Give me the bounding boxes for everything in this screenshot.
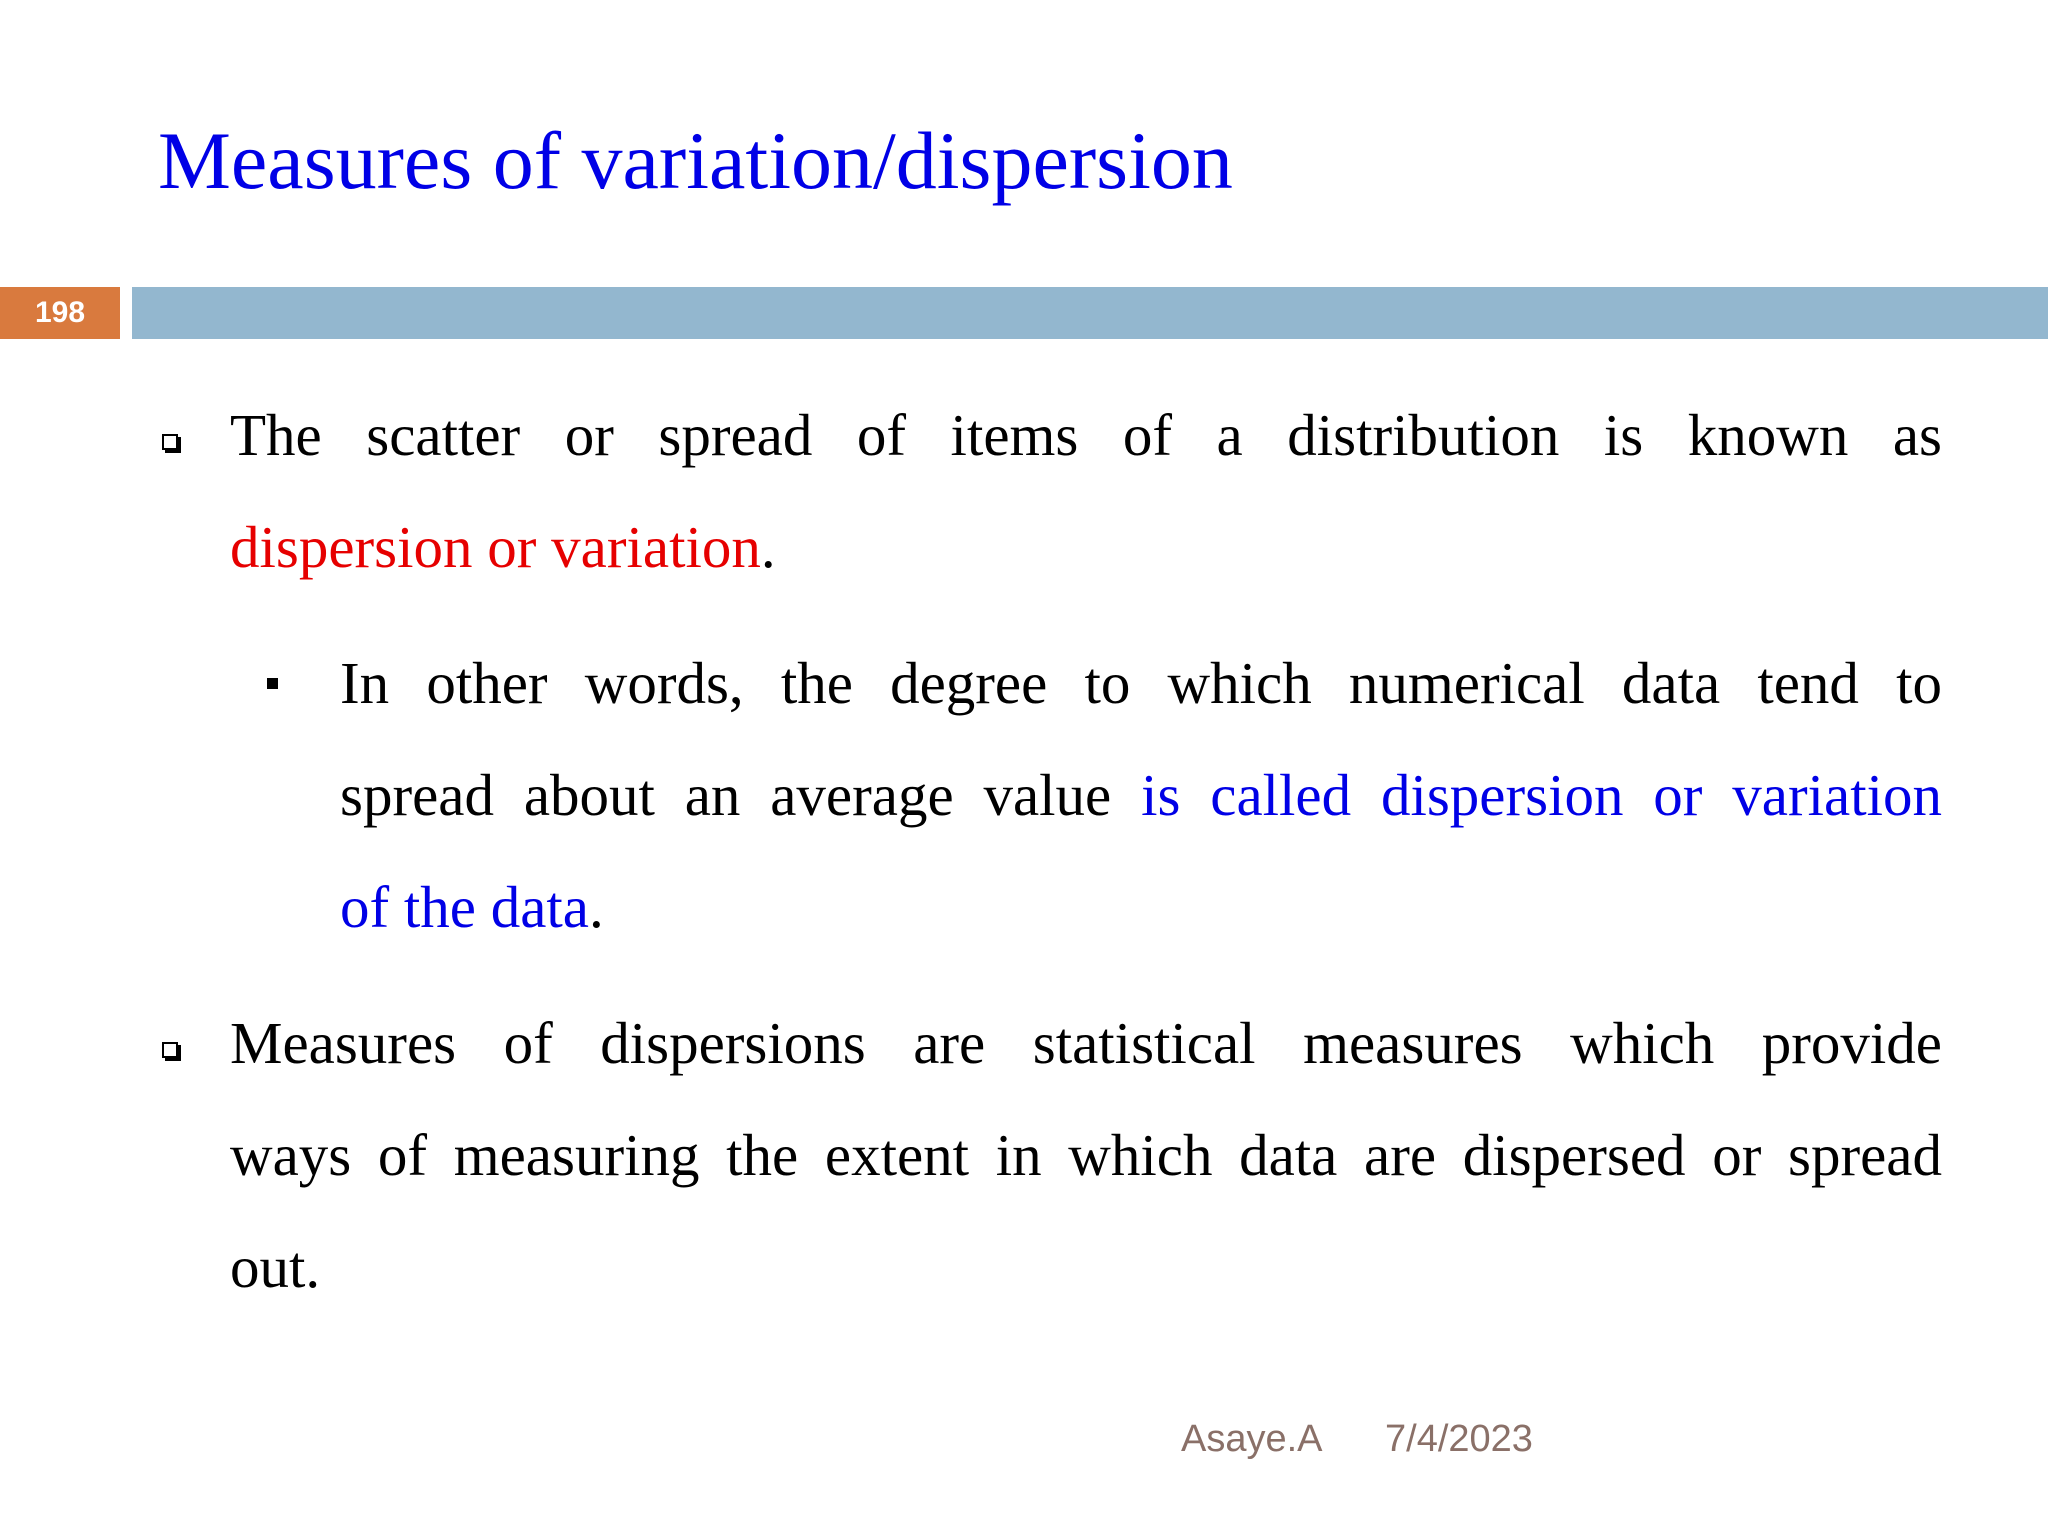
bullet-2-line-3: out. bbox=[230, 1234, 321, 1300]
highlight-blue-text-2: of the data bbox=[340, 874, 589, 940]
square-bullet-icon bbox=[162, 1042, 178, 1058]
punctuation: . bbox=[589, 874, 604, 940]
header-divider-bar bbox=[132, 287, 2048, 339]
sub-bullet-line-2 bbox=[340, 760, 1942, 830]
sub-bullet bbox=[340, 648, 1942, 948]
bullet-1-line-2 bbox=[230, 512, 1942, 582]
slide-title: Measures of variation/dispersion bbox=[158, 115, 1233, 206]
bullet-2-line-1: Measures of dispersions are statistical measures which provide bbox=[230, 1010, 1942, 1076]
sub-bullet-plain-text: spread about an average value bbox=[340, 762, 1142, 828]
highlight-blue-text: is called dispersion or variation bbox=[1141, 762, 1942, 828]
footer-author: Asaye.A bbox=[1181, 1418, 1323, 1460]
bullet-2 bbox=[230, 1008, 1942, 1308]
page-number: 198 bbox=[0, 287, 120, 339]
footer-date: 7/4/2023 bbox=[1385, 1418, 1533, 1460]
small-square-bullet-icon bbox=[267, 678, 278, 689]
sub-bullet-line-1: In other words, the degree to which numerical data tend to bbox=[340, 650, 1942, 716]
square-bullet-icon bbox=[162, 434, 178, 450]
punctuation: . bbox=[760, 514, 776, 580]
sub-bullet-line-3 bbox=[340, 872, 1942, 942]
bullet-2-line-2: ways of measuring the extent in which data are dispersed or spread bbox=[230, 1122, 1942, 1188]
bullet-1-line-1: The scatter or spread of items of a distribution is known as bbox=[230, 402, 1942, 468]
bullet-1 bbox=[230, 400, 1942, 580]
highlight-red-text: dispersion or variation bbox=[230, 514, 761, 580]
